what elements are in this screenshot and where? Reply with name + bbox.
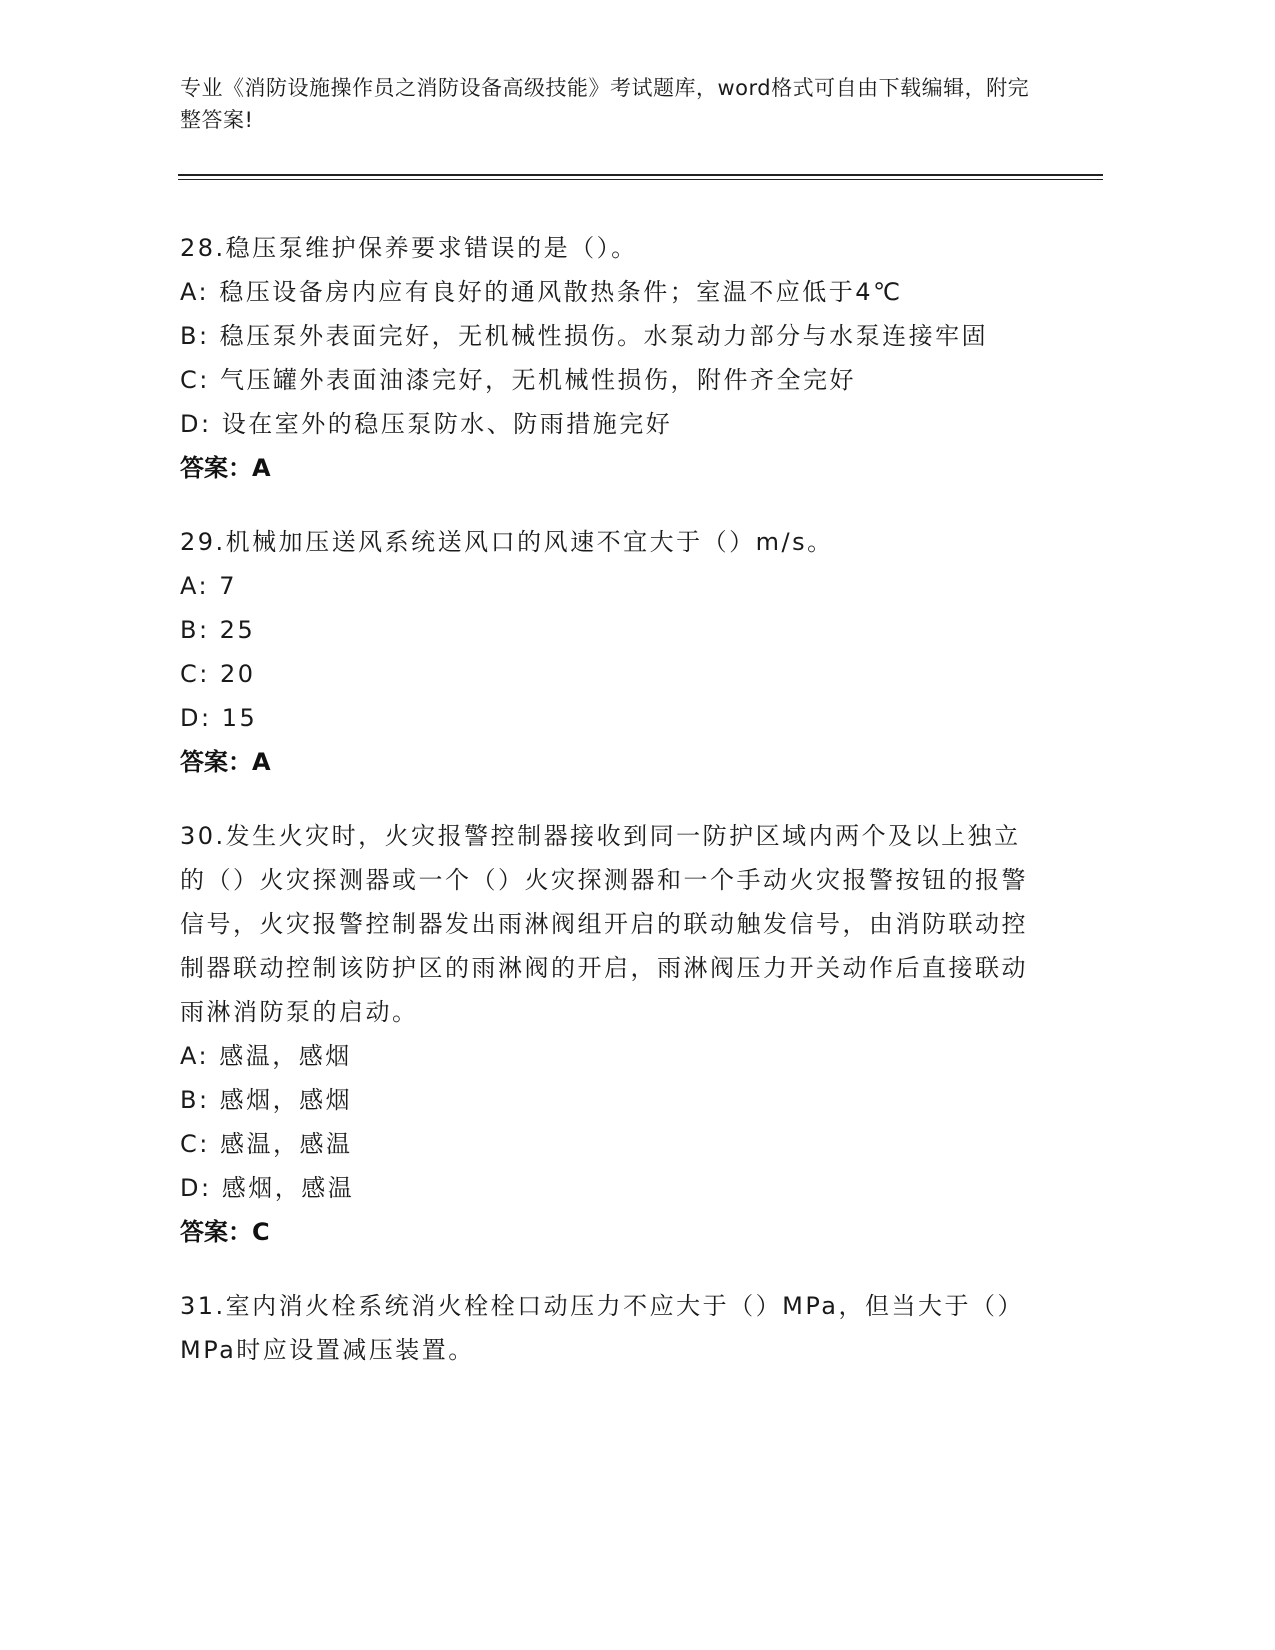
question-30: [180, 814, 1040, 1254]
option-d: D: 感烟，感温: [180, 1174, 355, 1202]
header-divider-thin: [178, 179, 1103, 180]
answer-line: 答案：A: [180, 454, 271, 482]
option-c: C: 气压罐外表面油漆完好，无机械性损伤，附件齐全完好: [180, 366, 856, 394]
answer-line: 答案：C: [180, 1218, 270, 1246]
option-c: C: 20: [180, 660, 256, 688]
page-header: 专业《消防设施操作员之消防设备高级技能》考试题库，word格式可自由下载编辑，附完整答案!: [180, 76, 1030, 132]
question-29: [180, 520, 1040, 784]
option-a: A: 感温，感烟: [180, 1042, 352, 1070]
question-stem: 30.发生火灾时，火灾报警控制器接收到同一防护区域内两个及以上独立的（）火灾探测器或一个（）火灾探测器和一个手动火灾报警按钮的报警信号，火灾报警控制器发出雨淋阀组开启的联动触发信号，由消防联动控制器联动控制该防护区的雨淋阀的开启，雨淋阀压力开关动作后直接联动雨淋消防泵的启动。: [180, 822, 1028, 1026]
question-stem: 31.室内消火栓系统消火栓栓口动压力不应大于（）MPa，但当大于（）MPa时应设置减压装置。: [180, 1292, 1024, 1364]
question-28: [180, 226, 1040, 490]
question-stem: 28.稳压泵维护保养要求错误的是（）。: [180, 234, 638, 262]
option-b: B: 稳压泵外表面完好，无机械性损伤。水泵动力部分与水泵连接牢固: [180, 322, 989, 350]
option-b: B: 25: [180, 616, 256, 644]
question-31: [180, 1284, 1040, 1372]
question-stem: 29.机械加压送风系统送风口的风速不宜大于（）m/s。: [180, 528, 834, 556]
answer-line: 答案：A: [180, 748, 271, 776]
option-c: C: 感温，感温: [180, 1130, 353, 1158]
header-divider-thick: [178, 174, 1103, 176]
option-d: D: 设在室外的稳压泵防水、防雨措施完好: [180, 410, 673, 438]
option-d: D: 15: [180, 704, 258, 732]
option-a: A: 7: [180, 572, 237, 600]
option-a: A: 稳压设备房内应有良好的通风散热条件；室温不应低于4℃: [180, 278, 903, 306]
question-list: [180, 226, 1040, 1402]
option-b: B: 感烟，感烟: [180, 1086, 353, 1114]
